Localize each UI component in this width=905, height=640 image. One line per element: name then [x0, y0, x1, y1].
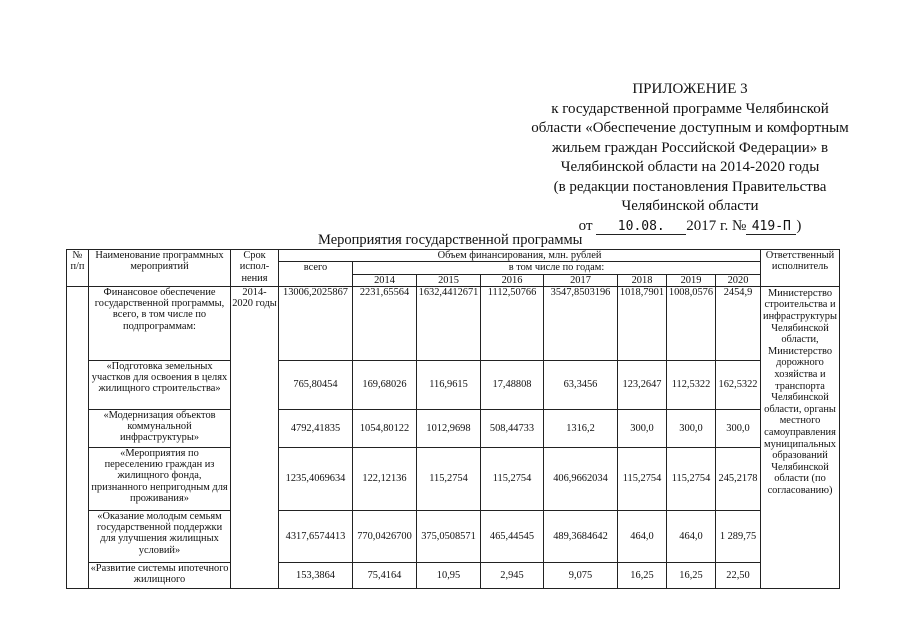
row-name: «Мероприятия по переселению граждан из жилищного фонда, признанного непригодным для проживания»: [89, 447, 231, 510]
resolution-number-field: 419-П: [746, 219, 796, 235]
value-cell: 115,2754: [667, 447, 716, 510]
appendix-title: ПРИЛОЖЕНИЕ 3: [632, 81, 748, 97]
header-by-year: в том числе по годам:: [353, 262, 761, 274]
value-cell: 464,0: [667, 510, 716, 562]
value-cell: 465,44545: [481, 510, 544, 562]
value-cell: 1 289,75: [716, 510, 761, 562]
row-name: «Модернизация объектов коммунальной инфраструктуры»: [89, 409, 231, 447]
value-cell: 122,12136: [353, 447, 417, 510]
date-suffix: ): [796, 217, 802, 234]
date-year: 2017 г. №: [686, 217, 747, 234]
value-cell: 13006,2025867: [279, 286, 353, 360]
value-cell: 153,3864: [279, 562, 353, 588]
appendix-line: жильем граждан Российской Федерации» в: [551, 139, 829, 156]
header-year: 2019: [667, 274, 716, 286]
appendix-line: к государственной программе Челябинской: [551, 100, 829, 117]
value-cell: 116,9615: [417, 360, 481, 409]
value-cell: 375,0508571: [417, 510, 481, 562]
header-year: 2016: [481, 274, 544, 286]
appendix-line: Челябинской области: [621, 198, 759, 214]
value-cell: 9,075: [544, 562, 618, 588]
header-year: 2014: [353, 274, 417, 286]
value-cell: 489,3684642: [544, 510, 618, 562]
value-cell: 17,48808: [481, 360, 544, 409]
value-cell: 770,0426700: [353, 510, 417, 562]
value-cell: 10,95: [417, 562, 481, 588]
header-total: всего: [279, 262, 353, 287]
header-year: 2018: [618, 274, 667, 286]
value-cell: 1632,4412671: [417, 286, 481, 360]
appendix-line: (в редакции постановления Правительства: [553, 178, 827, 195]
row-num: [67, 286, 89, 588]
header-year: 2020: [716, 274, 761, 286]
value-cell: 22,50: [716, 562, 761, 588]
appendix-header: [520, 80, 860, 236]
value-cell: 300,0: [618, 409, 667, 447]
value-cell: 2454,9: [716, 286, 761, 360]
value-cell: 1316,2: [544, 409, 618, 447]
term-cell: 2014-2020 годы: [231, 286, 279, 588]
appendix-line: области «Обеспечение доступным и комфортным: [531, 120, 849, 136]
value-cell: 1112,50766: [481, 286, 544, 360]
header-name: Наименование программных мероприятий: [89, 250, 231, 287]
value-cell: 16,25: [618, 562, 667, 588]
row-name: Финансовое обеспечение государственной программы, всего, в том числе по подпрограммам:: [89, 286, 231, 360]
table-title: Мероприятия государственной программы: [318, 232, 583, 248]
date-field: 10.08.: [596, 219, 686, 235]
value-cell: 508,44733: [481, 409, 544, 447]
value-cell: 123,2647: [618, 360, 667, 409]
appendix-line: Челябинской области на 2014-2020 годы: [560, 159, 820, 175]
value-cell: 300,0: [667, 409, 716, 447]
value-cell: 1235,4069634: [279, 447, 353, 510]
header-year: 2017: [544, 274, 618, 286]
value-cell: 115,2754: [417, 447, 481, 510]
header-funding: Объем финансирования, млн. рублей: [279, 250, 761, 262]
table-row: [67, 447, 840, 510]
row-name: «Оказание молодым семьям государственной поддержки для улучшения жилищных условий»: [89, 510, 231, 562]
program-activities-table: [66, 249, 840, 589]
value-cell: 1008,0576: [667, 286, 716, 360]
value-cell: 3547,8503196: [544, 286, 618, 360]
header-term: Срок испол-нения: [231, 250, 279, 287]
row-name: «Развитие системы ипотечного жилищного: [89, 562, 231, 588]
row-name: «Подготовка земельных участков для освоения в целях жилищного строительства»: [89, 360, 231, 409]
value-cell: 245,2178: [716, 447, 761, 510]
table-row: [67, 409, 840, 447]
value-cell: 464,0: [618, 510, 667, 562]
value-cell: 4317,6574413: [279, 510, 353, 562]
value-cell: 1012,9698: [417, 409, 481, 447]
header-year: 2015: [417, 274, 481, 286]
value-cell: 16,25: [667, 562, 716, 588]
table-row: [67, 360, 840, 409]
value-cell: 765,80454: [279, 360, 353, 409]
table-row: [67, 562, 840, 588]
value-cell: 406,9662034: [544, 447, 618, 510]
value-cell: 63,3456: [544, 360, 618, 409]
value-cell: 4792,41835: [279, 409, 353, 447]
value-cell: 75,4164: [353, 562, 417, 588]
date-prefix: от: [578, 217, 593, 234]
value-cell: 300,0: [716, 409, 761, 447]
value-cell: 1018,7901: [618, 286, 667, 360]
executor-cell: Министерство строительства и инфраструктуры Челябинской области, Министерство дорожного хозяйства и транспорта Челябинской области, органы местного самоуправления муниципальных образований Челябинской области (по согласованию): [761, 286, 840, 588]
value-cell: 2,945: [481, 562, 544, 588]
value-cell: 162,5322: [716, 360, 761, 409]
table-row: [67, 286, 840, 360]
value-cell: 112,5322: [667, 360, 716, 409]
header-num: № п/п: [67, 250, 89, 287]
value-cell: 115,2754: [481, 447, 544, 510]
value-cell: 115,2754: [618, 447, 667, 510]
value-cell: 1054,80122: [353, 409, 417, 447]
table-row: [67, 510, 840, 562]
value-cell: 169,68026: [353, 360, 417, 409]
value-cell: 2231,65564: [353, 286, 417, 360]
header-executor: Ответственный исполнитель: [761, 250, 840, 287]
